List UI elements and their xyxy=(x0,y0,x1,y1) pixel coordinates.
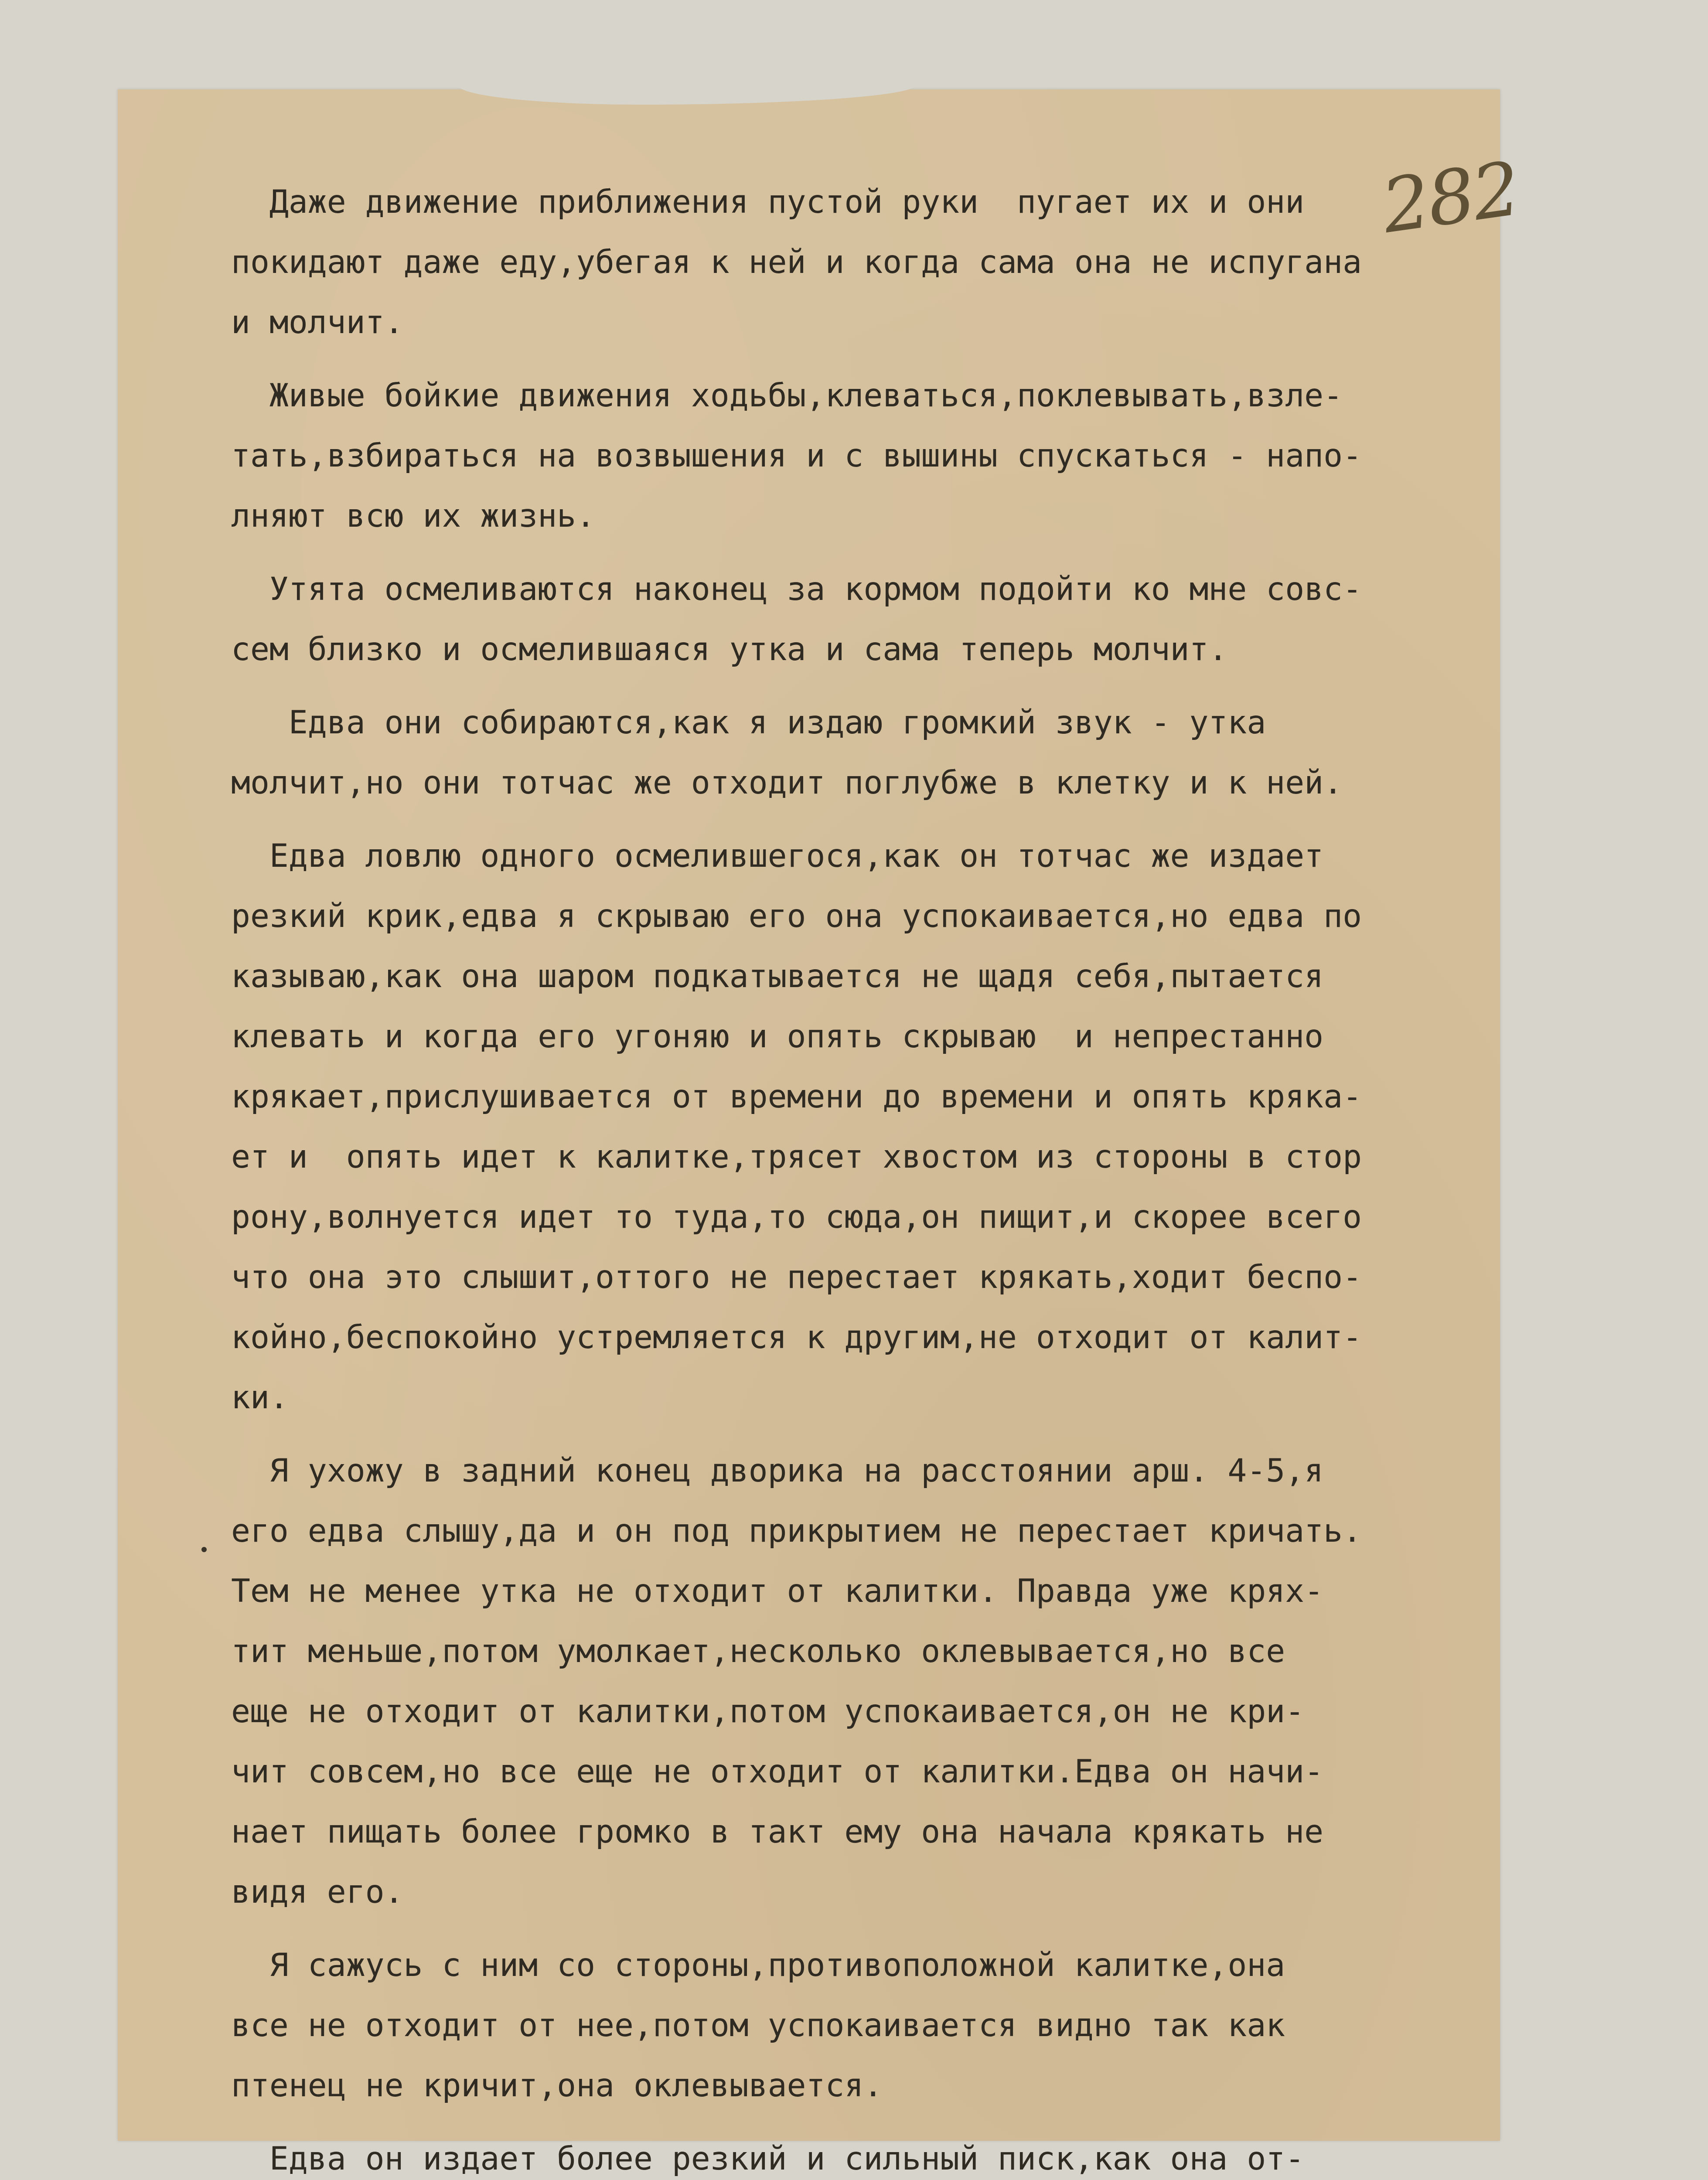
text-line: лняют всю их жизнь. xyxy=(231,497,596,535)
text-line: все не отходит от нее,потом успокаивается видно так как xyxy=(231,2007,1285,2044)
text-line: нает пищать более громко в такт ему она начала крякать не xyxy=(231,1813,1324,1850)
text-line: еще не отходит от калитки,потом успокаивается,он не кри- xyxy=(231,1693,1305,1730)
text-line: птенец не кричит,она оклевывается. xyxy=(231,2067,883,2104)
text-line: Едва они собираются,как я издаю громкий звук - утка xyxy=(231,704,1266,741)
text-line: Утята осмеливаются наконец за кормом подойти ко мне совс- xyxy=(231,571,1362,608)
text-line: Даже движение приближения пустой руки пугает их и они xyxy=(231,184,1305,221)
text-line: видя его. xyxy=(231,1873,404,1911)
text-line: койно,беспокойно устремляется к другим,не отходит от калит- xyxy=(231,1319,1362,1356)
paragraph xyxy=(231,693,1374,813)
text-line: Едва он издает более резкий и сильный писк,как она от- xyxy=(231,2140,1305,2177)
text-line: казываю,как она шаром подкатывается не щадя себя,пытается xyxy=(231,958,1324,995)
text-line: тать,взбираться на возвышения и с вышины спускаться - напо- xyxy=(231,437,1362,474)
text-line: крякает,прислушивается от времени до времени и опять кряка- xyxy=(231,1078,1362,1115)
paragraph xyxy=(231,366,1374,546)
text-line: резкий крик,едва я скрываю его она успокаивается,но едва по xyxy=(231,898,1362,935)
page-number: 282 xyxy=(1377,146,1524,250)
paragraph xyxy=(231,1441,1374,1922)
paragraph-gap xyxy=(231,1922,1374,1935)
paragraph xyxy=(231,2129,1374,2180)
text-line: Я сажусь с ним со стороны,противоположной калитке,она xyxy=(231,1947,1285,1984)
text-line: ет и опять идет к калитке,трясет хвостом из стороны в стор xyxy=(231,1138,1362,1175)
torn-edge xyxy=(458,85,916,105)
paragraph-gap xyxy=(231,2116,1374,2129)
text-line: рону,волнуется идет то туда,то сюда,он пищит,и скорее всего xyxy=(231,1199,1362,1236)
margin-mark xyxy=(201,1547,207,1552)
paragraph xyxy=(231,559,1374,680)
text-line: чит совсем,но все еще не отходит от калитки.Едва он начи- xyxy=(231,1753,1324,1790)
text-line: Тем не менее утка не отходит от калитки. Правда уже крях- xyxy=(231,1573,1324,1610)
text-line: Едва ловлю одного осмелившегося,как он тотчас же издает xyxy=(231,838,1324,875)
text-line: Живые бойкие движения ходьбы,клеваться,поклевывать,взле- xyxy=(231,377,1343,414)
text-line: что она это слышит,оттого не перестает крякать,ходит беспо- xyxy=(231,1259,1362,1296)
paragraph-gap xyxy=(231,680,1374,693)
text-line: сем близко и осмелившаяся утка и сама теперь молчит. xyxy=(231,631,1228,668)
paragraph-gap xyxy=(231,546,1374,559)
text-line: ки. xyxy=(231,1379,289,1416)
paragraph-gap xyxy=(231,813,1374,826)
paragraph xyxy=(231,172,1374,353)
text-line: его едва слышу,да и он под прикрытием не перестает кричать. xyxy=(231,1512,1362,1550)
paragraph-gap xyxy=(231,353,1374,366)
text-line: тит меньше,потом умолкает,несколько оклевывается,но все xyxy=(231,1633,1285,1670)
text-line: молчит,но они тотчас же отходит поглубже в клетку и к ней. xyxy=(231,764,1343,801)
paragraph xyxy=(231,826,1374,1428)
text-line: покидают даже еду,убегая к ней и когда сама она не испугана xyxy=(231,244,1362,281)
paragraph xyxy=(231,1935,1374,2116)
text-line: Я ухожу в задний конец дворика на расстоянии арш. 4-5,я xyxy=(231,1452,1324,1489)
text-line: и молчит. xyxy=(231,304,404,341)
typed-text-body xyxy=(231,172,1374,2180)
text-line: клевать и когда его угоняю и опять скрываю и непрестанно xyxy=(231,1018,1324,1055)
paragraph-gap xyxy=(231,1428,1374,1441)
